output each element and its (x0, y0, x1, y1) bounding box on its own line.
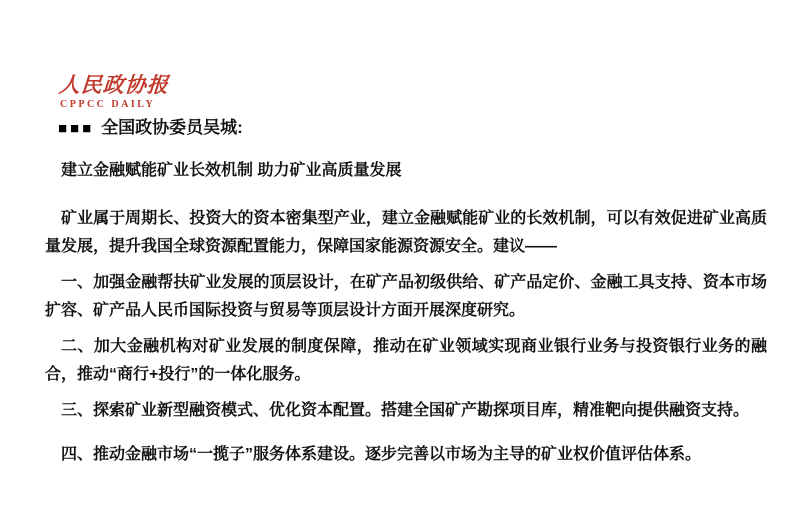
cppcc-daily-logo: 人民政协报 (58, 74, 170, 97)
cppcc-daily-logo-subtitle: CPPCC DAILY (60, 99, 156, 110)
masthead (58, 74, 767, 111)
article-paragraph-intro: 矿业属于周期长、投资大的资本密集型产业，建立金融赋能矿业的长效机制，可以有效促进矿业高质量发展，提升我国全球资源配置能力，保障国家能源资源安全。建议—— (45, 210, 767, 255)
article-paragraph-point-2: 二、加大金融机构对矿业发展的制度保障，推动在矿业领域实现商业银行业务与投资银行业务的融合，推动“商行+投行”的一体化服务。 (45, 338, 767, 383)
article-paragraph-point-4: 四、推动金融市场“一揽子”服务体系建设。逐步完善以市场为主导的矿业权价值评估体系。 (61, 446, 702, 463)
kicker-line (58, 118, 767, 139)
article-title: 建立金融赋能矿业长效机制 助力矿业高质量发展 (61, 162, 402, 179)
kicker-text: 全国政协委员吴城: (101, 118, 243, 137)
article-content (45, 74, 767, 469)
article-paragraph-point-1: 一、加强金融帮扶矿业发展的顶层设计，在矿产品初级供给、矿产品定价、金融工具支持、资本市场扩容、矿产品人民币国际投资与贸易等顶层设计方面开展深度研究。 (45, 274, 767, 319)
kicker-squares-icon: ■■■ (58, 120, 95, 137)
article-paragraph-point-3: 三、探索矿业新型融资模式、优化资本配置。搭建全国矿产勘探项目库，精准靶向提供融资支持。 (61, 402, 750, 419)
